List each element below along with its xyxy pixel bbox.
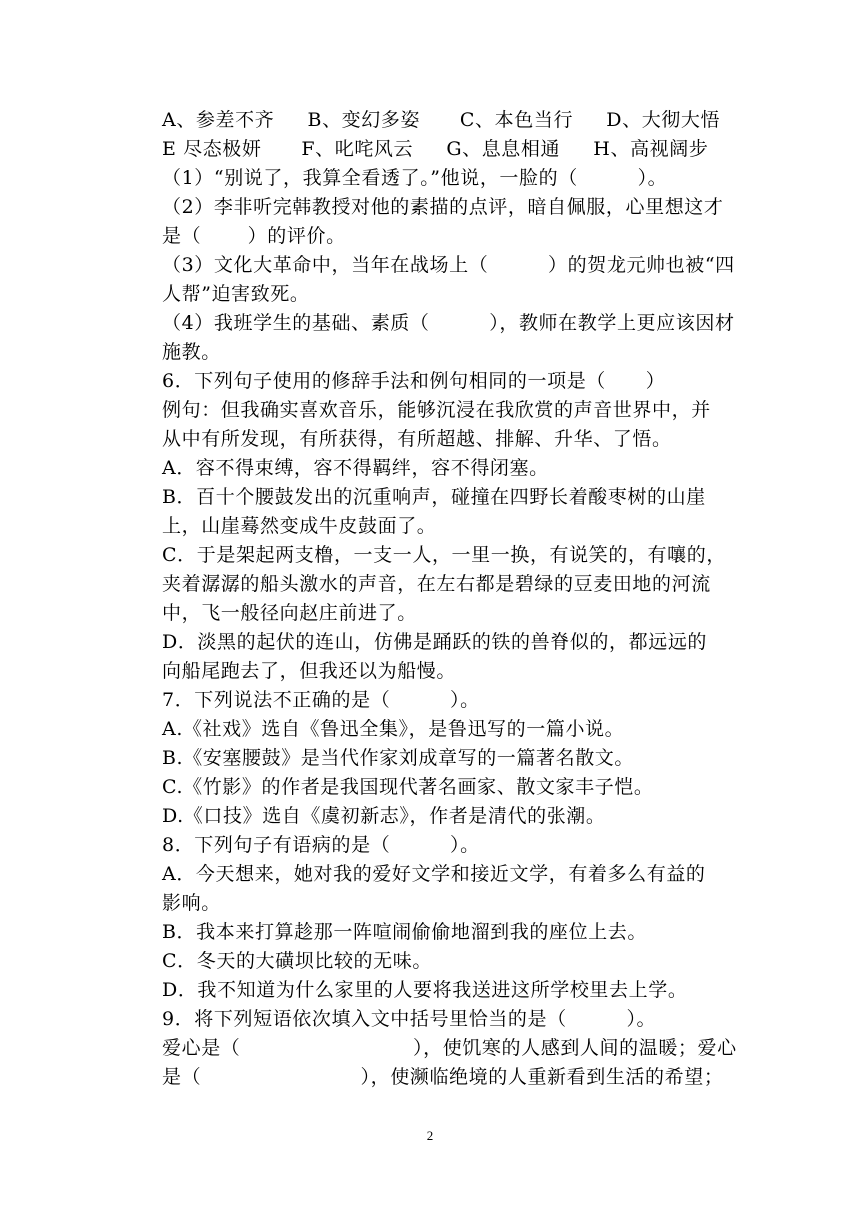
question-6-option-c-line-2: 夹着潺潺的船头激水的声音，在左右都是碧绿的豆麦田地的河流	[162, 573, 711, 595]
question-6-option-a: A．容不得束缚，容不得羁绊，容不得闭塞。	[162, 457, 549, 479]
question-5-item-2-line-2: 是（ ）的评价。	[162, 225, 346, 247]
option-list-line-2: E 尽态极妍 F、叱咤风云 G、息息相通 H、高视阔步	[162, 138, 709, 160]
question-9-stem: 9．将下列短语依次填入文中括号里恰当的是（ ）。	[162, 1008, 657, 1030]
question-6-option-d-line-1: D．淡黑的起伏的连山，仿佛是踊跃的铁的兽脊似的，都远远的	[162, 631, 708, 653]
question-5-item-2-line-1: （2）李非听完韩教授对他的素描的点评，暗自佩服，心里想这才	[162, 196, 724, 218]
question-7-option-b: B.《安塞腰鼓》是当代作家刘成章写的一篇著名散文。	[162, 747, 635, 769]
question-7-option-c: C.《竹影》的作者是我国现代著名画家、散文家丰子恺。	[162, 776, 654, 798]
question-8-stem: 8．下列句子有语病的是（ ）。	[162, 834, 480, 856]
question-8-option-d: D．我不知道为什么家里的人要将我送进这所学校里去上学。	[162, 979, 688, 1001]
question-7-stem: 7．下列说法不正确的是（ ）。	[162, 689, 480, 711]
question-6-option-c-line-1: C．于是架起两支橹，一支一人，一里一换，有说笑的，有嚷的，	[162, 544, 726, 566]
page-number: 2	[426, 1128, 434, 1143]
question-7-option-d: D.《口技》选自《虞初新志》，作者是清代的张潮。	[162, 805, 606, 827]
question-5-item-4-line-2: 施教。	[162, 341, 221, 363]
question-5-item-3-line-1: （3）文化大革命中，当年在战场上（ ）的贺龙元帅也被“四	[162, 254, 735, 276]
question-8-option-a-line-1: A．今天想来，她对我的爱好文学和接近文学，有着多么有益的	[162, 863, 706, 885]
question-5-item-4-line-1: （4）我班学生的基础、素质（ ），教师在教学上更应该因材	[162, 312, 735, 334]
question-6-stem: 6．下列句子使用的修辞手法和例句相同的一项是（ ）	[162, 370, 666, 392]
question-8-option-a-line-2: 影响。	[162, 892, 221, 914]
question-5-item-3-line-2: 人帮”迫害致死。	[162, 283, 310, 305]
question-6-option-b-line-1: B．百十个腰鼓发出的沉重响声，碰撞在四野长着酸枣树的山崖	[162, 486, 706, 508]
question-8-option-c: C．冬天的大磺坝比较的无味。	[162, 950, 432, 972]
question-6-option-c-line-3: 中，飞一般径向赵庄前进了。	[162, 602, 417, 624]
question-6-option-b-line-2: 上，山崖蓦然变成牛皮鼓面了。	[162, 515, 437, 537]
question-9-passage-line-2: 是（ ），使濒临绝境的人重新看到生活的希望；	[162, 1066, 724, 1088]
question-6-example-line-2: 从中有所发现，有所获得，有所超越、排解、升华、了悟。	[162, 428, 672, 450]
question-5-item-1: （1）“别说了，我算全看透了。”他说，一脸的（ ）。	[162, 167, 668, 189]
option-list-line-1: A、参差不齐 B、变幻多姿 C、本色当行 D、大彻大悟	[162, 109, 721, 131]
question-6-option-d-line-2: 向船尾跑去了，但我还以为船慢。	[162, 660, 457, 682]
question-8-option-b: B．我本来打算趁那一阵喧闹偷偷地溜到我的座位上去。	[162, 921, 647, 943]
question-9-passage-line-1: 爱心是（ ），使饥寒的人感到人间的温暖；爱心	[162, 1037, 737, 1059]
question-7-option-a: A.《社戏》选自《鲁迅全集》，是鲁迅写的一篇小说。	[162, 718, 625, 740]
question-6-example-line-1: 例句：但我确实喜欢音乐，能够沉浸在我欣赏的声音世界中，并	[162, 399, 711, 421]
